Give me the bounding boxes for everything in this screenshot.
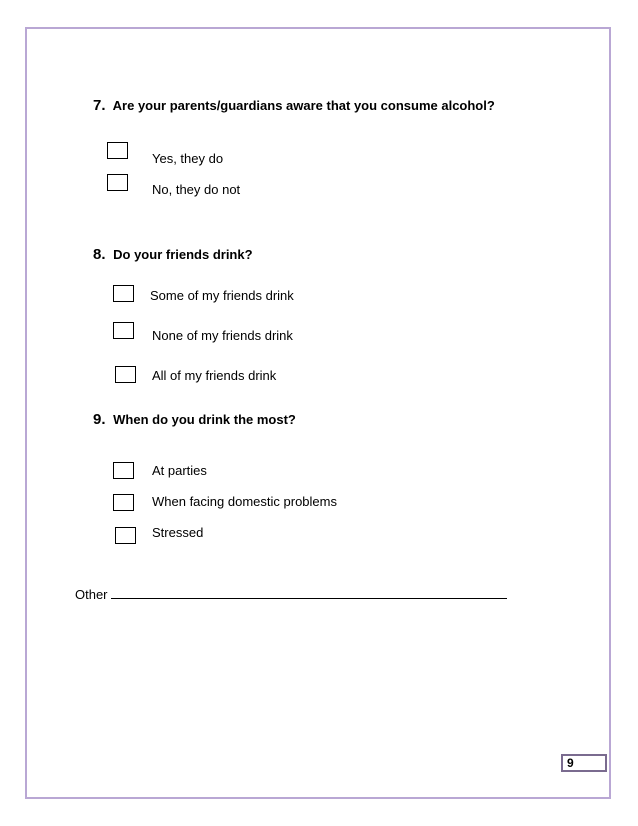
option-label: No, they do not — [152, 182, 241, 197]
question-text: When do you drink the most? — [113, 412, 296, 427]
option-label: None of my friends drink — [152, 328, 293, 343]
page-number-box — [561, 754, 607, 772]
checkbox-no-they-do-not[interactable] — [107, 174, 128, 191]
checkbox-at-parties[interactable] — [113, 462, 134, 479]
option-label: When facing domestic problems — [152, 494, 337, 509]
question-9 — [93, 411, 296, 428]
option-label: Yes, they do — [152, 151, 224, 166]
checkbox-domestic-problems[interactable] — [113, 494, 134, 511]
question-text: Are your parents/guardians aware that you consume alcohol? — [112, 98, 495, 113]
other-label: Other — [75, 587, 108, 602]
other-input-line[interactable] — [111, 586, 507, 599]
question-number: 9. — [93, 411, 106, 428]
checkbox-none-friends-drink[interactable] — [113, 322, 134, 339]
question-number: 7. — [93, 97, 106, 114]
page-number: 9 — [567, 756, 574, 770]
other-field-row — [75, 586, 507, 602]
question-8 — [93, 246, 253, 263]
option-label: Some of my friends drink — [150, 288, 294, 303]
checkbox-all-friends-drink[interactable] — [115, 366, 136, 383]
option-label: Stressed — [152, 525, 204, 540]
checkbox-yes-they-do[interactable] — [107, 142, 128, 159]
checkbox-stressed[interactable] — [115, 527, 136, 544]
checkbox-some-friends-drink[interactable] — [113, 285, 134, 302]
question-number: 8. — [93, 246, 106, 263]
question-7 — [93, 97, 495, 114]
question-text: Do your friends drink? — [113, 247, 253, 262]
option-label: At parties — [152, 463, 207, 478]
option-label: All of my friends drink — [152, 368, 277, 383]
